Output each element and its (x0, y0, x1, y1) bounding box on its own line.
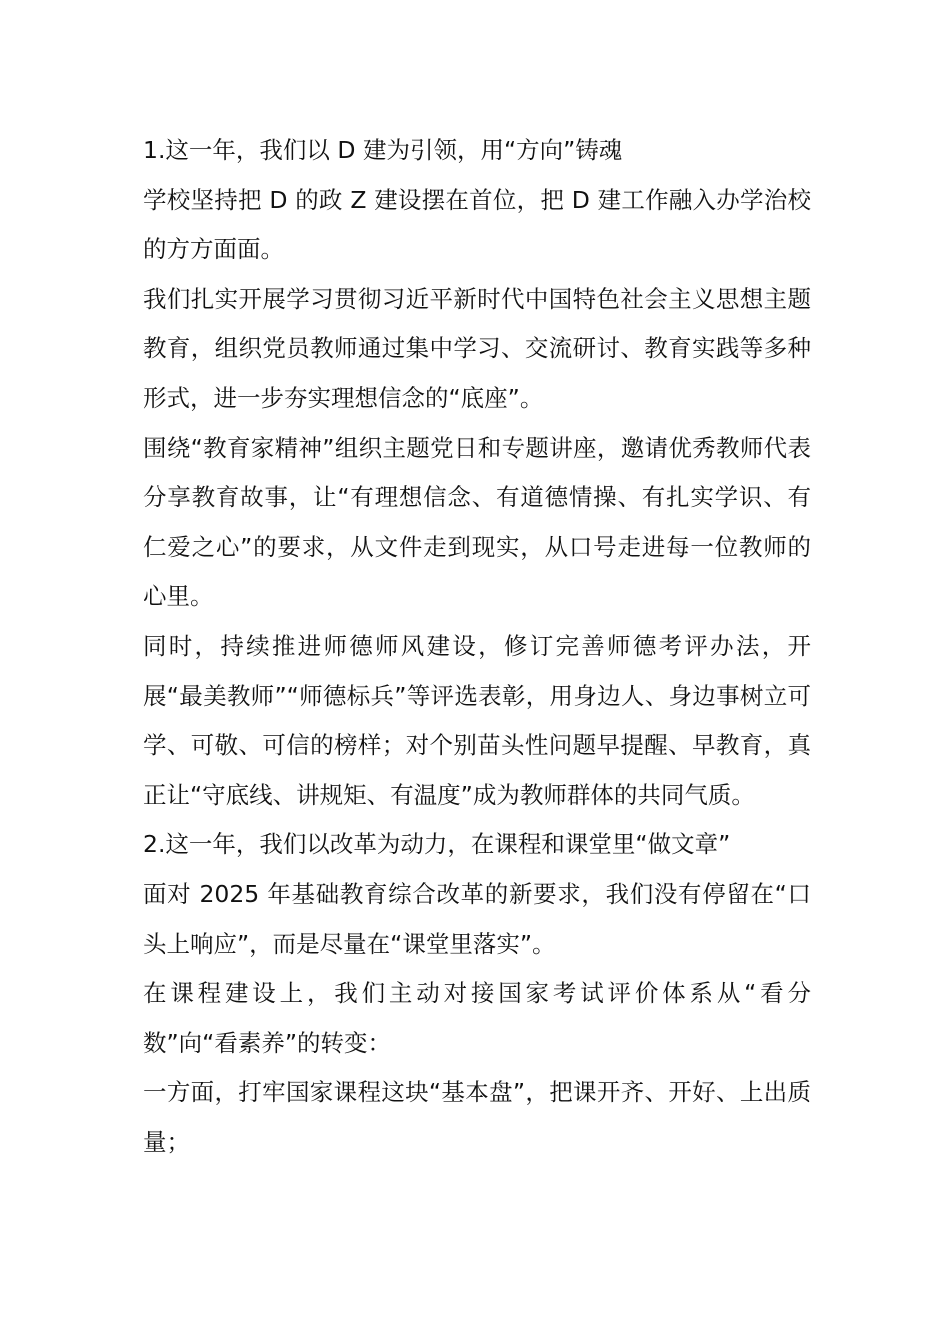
heading-section-1: 1.这一年，我们以 D 建为引领，用“方向”铸魂 (143, 136, 623, 164)
paragraph: 在课程建设上，我们主动对接国家考试评价体系从“看分数”向“看素养”的转变： (143, 979, 811, 1057)
paragraph: 面对 2025 年基础教育综合改革的新要求，我们没有停留在“口头上响应”，而是尽量在“课堂里落实”。 (143, 879, 811, 958)
paragraph: 围绕“教育家精神”组织主题党日和专题讲座，邀请优秀教师代表分享教育故事，让“有理想信念、有道德情操、有扎实学识、有仁爱之心”的要求，从文件走到现实，从口号走进每一位教师的心里。 (143, 433, 811, 611)
heading-section-2: 2.这一年，我们以改革为动力，在课程和课堂里“做文章” (143, 830, 731, 859)
document-body (143, 126, 811, 1167)
paragraph: 一方面，打牢国家课程这块“基本盘”，把课开齐、开好、上出质量； (143, 1078, 811, 1156)
paragraph: 同时，持续推进师德师风建设，修订完善师德考评办法，开展“最美教师”“师德标兵”等评选表彰，用身边人、身边事树立可学、可敬、可信的榜样；对个别苗头性问题早提醒、早教育，真正让“守底线、讲规矩、有温度”成为教师群体的共同气质。 (143, 631, 811, 809)
paragraph: 学校坚持把 D 的政 Z 建设摆在首位，把 D 建工作融入办学治校的方方面面。 (143, 185, 811, 264)
paragraph: 我们扎实开展学习贯彻习近平新时代中国特色社会主义思想主题教育，组织党员教师通过集中学习、交流研讨、教育实践等多种形式，进一步夯实理想信念的“底座”。 (143, 284, 811, 412)
